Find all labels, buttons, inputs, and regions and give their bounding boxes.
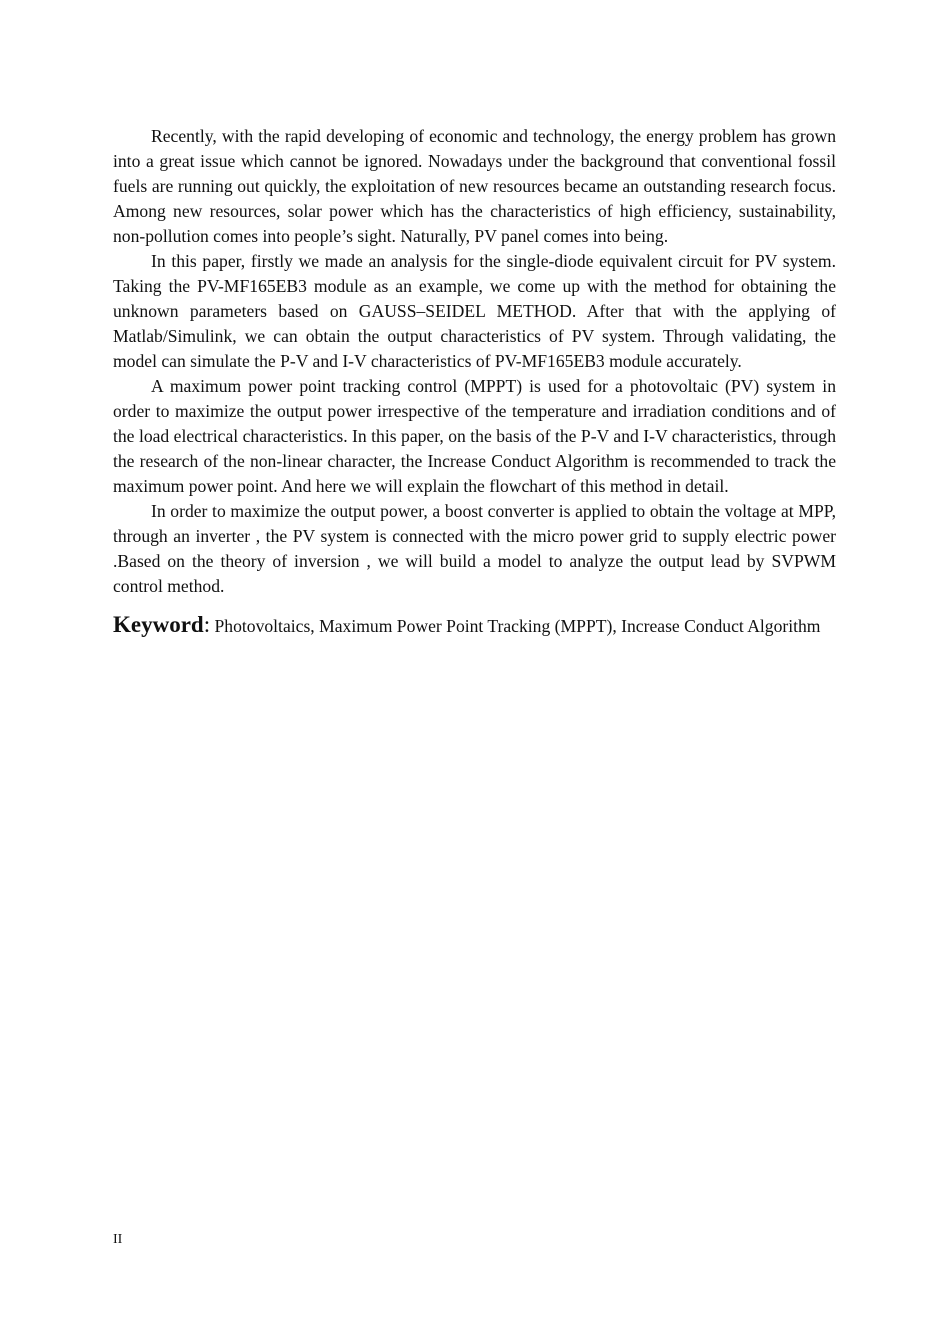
keyword-colon: :: [203, 612, 211, 637]
keyword-list: Photovoltaics, Maximum Power Point Tracking (MPPT), Increase Conduct Algorithm: [214, 616, 821, 636]
abstract-paragraph-2: In this paper, firstly we made an analysis for the single-diode equivalent circuit for PV system. Taking the PV-MF165EB3 module as an example, we come up with the method for obtaining the unknown parameters based on GAUSS–SEIDEL METHOD. After that with the applying of Matlab/Simulink, we can obtain the output characteristics of PV system. Through validating, the model can simulate the P-V and I-V characteristics of PV-MF165EB3 module accurately.: [113, 251, 836, 371]
abstract-body: [113, 124, 836, 644]
abstract-paragraph-4: In order to maximize the output power, a boost converter is applied to obtain the voltage at MPP, through an inverter , the PV system is connected with the micro power grid to supply electric power .Based on the theory of inversion , we will build a model to analyze the output lead by SVPWM control method.: [113, 501, 836, 596]
page-number: II: [113, 1232, 123, 1247]
abstract-paragraph-3: A maximum power point tracking control (MPPT) is used for a photovoltaic (PV) system in order to maximize the output power irrespective of the temperature and irradiation conditions and of the load electrical characteristics. In this paper, on the basis of the P-V and I-V characteristics, through the research of the non-linear character, the Increase Conduct Algorithm is recommended to track the maximum power point. And here we will explain the flowchart of this method in detail.: [113, 376, 836, 496]
abstract-paragraph-1: Recently, with the rapid developing of economic and technology, the energy problem has grown into a great issue which cannot be ignored. Nowadays under the background that conventional fossil fuels are running out quickly, the exploitation of new resources became an outstanding research focus. Among new resources, solar power which has the characteristics of high efficiency, sustainability, non-pollution comes into people’s sight. Naturally, PV panel comes into being.: [113, 126, 836, 246]
keyword-line: [113, 607, 836, 644]
keyword-label: Keyword: [113, 612, 204, 637]
